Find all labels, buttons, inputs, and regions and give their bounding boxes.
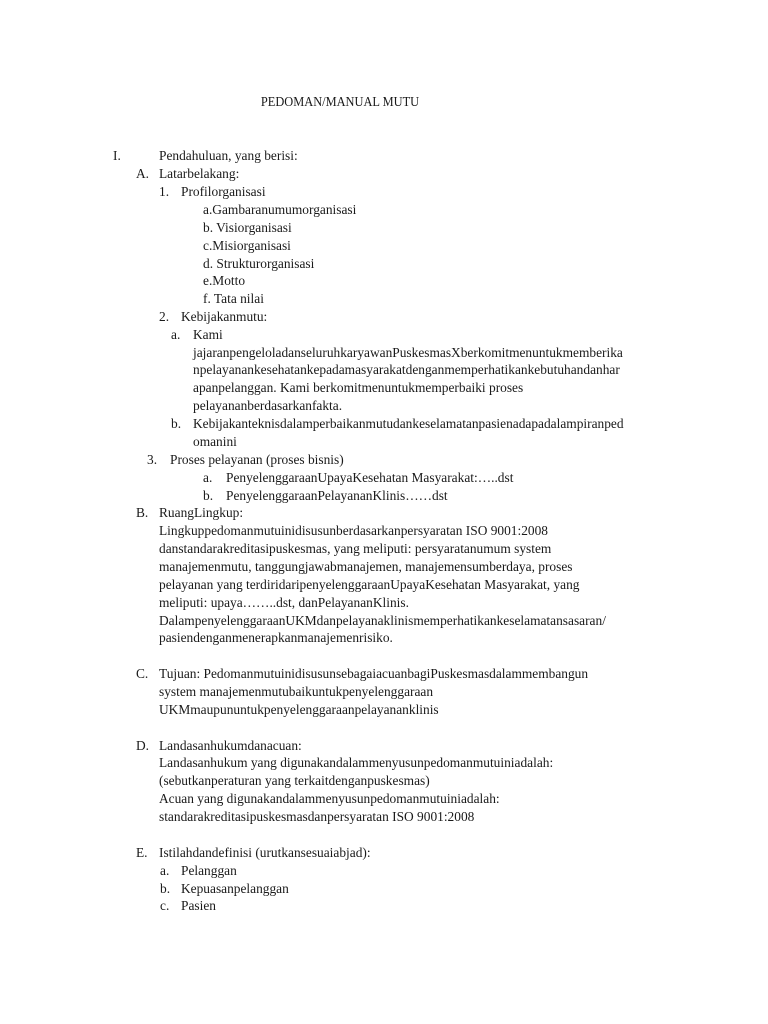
paragraph-line: standarakreditasipuskesmasdanpersyaratan ISO 9001:2008 bbox=[159, 809, 475, 824]
subsection-heading: Landasanhukumdanacuan: bbox=[159, 738, 302, 753]
list-item-heading: Profilorganisasi bbox=[181, 184, 266, 199]
paragraph-line: omanini bbox=[193, 434, 237, 449]
paragraph-line: meliputi: upaya……..dst, danPelayananKlinis. bbox=[159, 595, 409, 610]
list-letter: a. bbox=[171, 327, 181, 342]
paragraph-line: DalampenyelenggaraanUKMdanpelayanaklinismemperhatikankeselamatansasaran/ bbox=[159, 613, 606, 628]
list-item-heading: Kebijakanmutu: bbox=[181, 309, 268, 324]
list-item: Kepuasanpelanggan bbox=[181, 881, 289, 896]
list-item: PenyelenggaraanUpayaKesehatan Masyarakat:…..dst bbox=[226, 470, 514, 485]
list-letter: a. bbox=[203, 470, 213, 485]
list-item: b. Visiorganisasi bbox=[203, 220, 292, 235]
paragraph-line: Tujuan: PedomanmutuinidisusunsebagaiacuanbagiPuskesmasdalammembangun bbox=[159, 666, 589, 681]
subsection-heading: Istilahdandefinisi (urutkansesuaiabjad): bbox=[159, 845, 371, 860]
paragraph-line: pelayananberdasarkanfakta. bbox=[193, 398, 343, 413]
list-item: Pasien bbox=[181, 898, 216, 913]
paragraph-line: pasiendenganmenerapkanmanajemenrisiko. bbox=[159, 630, 393, 645]
list-number: 3. bbox=[147, 452, 158, 467]
list-letter: b. bbox=[171, 416, 182, 431]
subsection-letter: D. bbox=[136, 738, 150, 753]
paragraph-line: npelayanankesehatankepadamasyarakatdenganmemperhatikankebutuhandanhar bbox=[193, 362, 620, 377]
paragraph-line: Kebijakanteknisdalamperbaikanmutudankeselamatanpasienadapadalampiranped bbox=[193, 416, 624, 431]
list-item: f. Tata nilai bbox=[203, 291, 264, 306]
subsection-letter: B. bbox=[136, 505, 149, 520]
list-item: PenyelenggaraanPelayananKlinis……dst bbox=[226, 488, 448, 503]
list-item: d. Strukturorganisasi bbox=[203, 256, 315, 271]
paragraph-line: apanpelanggan. Kami berkomitmenuntukmemperbaiki proses bbox=[193, 380, 524, 395]
list-letter: a. bbox=[160, 863, 170, 878]
paragraph-line: pelayanan yang terdiridaripenyelenggaraanUpayaKesehatan Masyarakat, yang bbox=[159, 577, 580, 592]
paragraph-line: system manajemenmutubaikuntukpenyelenggaraan bbox=[159, 684, 434, 699]
subsection-heading: Latarbelakang: bbox=[159, 166, 240, 181]
subsection-heading: RuangLingkup: bbox=[159, 505, 244, 520]
paragraph-line: Lingkuppedomanmutuinidisusunberdasarkanpersyaratan ISO 9001:2008 bbox=[159, 523, 548, 538]
subsection-letter: A. bbox=[136, 166, 150, 181]
subsection-letter: C. bbox=[136, 666, 149, 681]
list-letter: b. bbox=[203, 488, 214, 503]
paragraph-line: Landasanhukum yang digunakandalammenyusunpedomanmutuiniadalah: bbox=[159, 755, 554, 770]
section-heading: Pendahuluan, yang berisi: bbox=[159, 148, 298, 163]
list-item: a.Gambaranumumorganisasi bbox=[203, 202, 357, 217]
paragraph-line: UKMmaupununtukpenyelenggaraanpelayananklinis bbox=[159, 702, 439, 717]
subsection-letter: E. bbox=[136, 845, 148, 860]
paragraph-line: (sebutkanperaturan yang terkaitdenganpuskesmas) bbox=[159, 773, 430, 788]
paragraph-line: manajemenmutu, tanggungjawabmanajemen, manajemensumberdaya, proses bbox=[159, 559, 573, 574]
page-title: PEDOMAN/MANUAL MUTU bbox=[260, 95, 420, 110]
list-item: e.Motto bbox=[203, 273, 246, 288]
list-number: 1. bbox=[159, 184, 170, 199]
paragraph-line: jajaranpengeloladanseluruhkaryawanPuskesmasXberkomitmenuntukmemberika bbox=[193, 345, 623, 360]
section-number: I. bbox=[113, 148, 121, 163]
list-item: c.Misiorganisasi bbox=[203, 238, 291, 253]
list-letter: c. bbox=[160, 898, 170, 913]
paragraph-line: danstandarakreditasipuskesmas, yang meliputi: persyaratanumum system bbox=[159, 541, 552, 556]
list-item: Pelanggan bbox=[181, 863, 237, 878]
list-number: 2. bbox=[159, 309, 170, 324]
paragraph-line: Kami bbox=[193, 327, 223, 342]
list-item-heading: Proses pelayanan (proses bisnis) bbox=[170, 452, 344, 467]
paragraph-line: Acuan yang digunakandalammenyusunpedomanmutuiniadalah: bbox=[159, 791, 500, 806]
list-letter: b. bbox=[160, 881, 171, 896]
